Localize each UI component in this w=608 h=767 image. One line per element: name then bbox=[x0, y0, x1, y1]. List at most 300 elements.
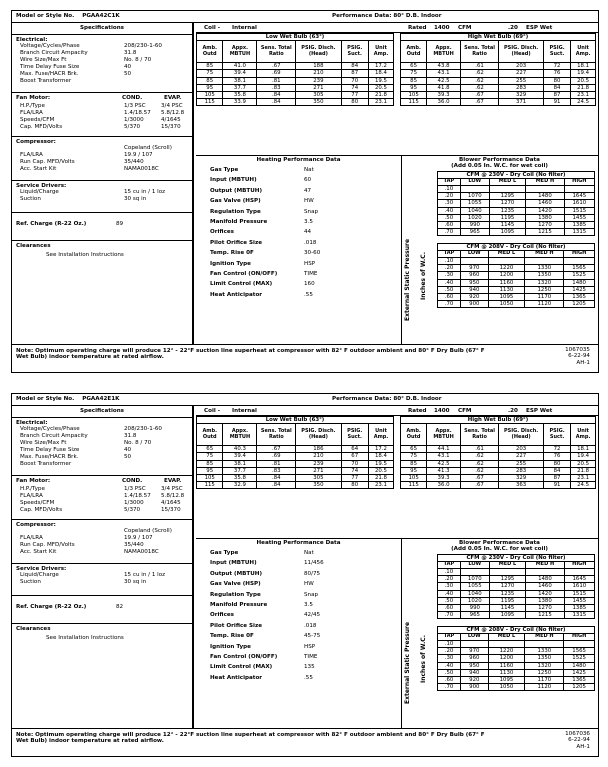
table-cell: 960 bbox=[461, 655, 489, 662]
table-cell: 75 bbox=[401, 453, 427, 460]
table-cell: 1145 bbox=[489, 604, 525, 611]
heating-value: 3.5 bbox=[304, 601, 313, 608]
table-cell: 21.8 bbox=[571, 467, 596, 474]
table-cell: 1480 bbox=[564, 662, 595, 669]
table-cell: 72 bbox=[543, 446, 570, 453]
document-number: 1067036 bbox=[565, 731, 590, 737]
table-cell bbox=[564, 640, 595, 647]
heating-row bbox=[196, 633, 401, 643]
service-value: 30 sq in bbox=[124, 196, 147, 203]
table-cell: 23.1 bbox=[368, 99, 393, 106]
table-cell: 1215 bbox=[526, 612, 564, 619]
electrical-key: Max. Fuse/HACR Brk. bbox=[20, 71, 79, 78]
table-cell: .84 bbox=[257, 482, 296, 489]
table-cell: 1365 bbox=[564, 293, 595, 300]
evap-value: 4/1645 bbox=[161, 117, 181, 123]
table-row bbox=[401, 70, 596, 77]
heating-title: Heating Performance Data bbox=[256, 540, 341, 546]
evap-value: 5.8/12.8 bbox=[161, 493, 185, 499]
compressor-key: Run Cap. MFD/Volts bbox=[20, 159, 75, 166]
electrical-value: 50 bbox=[124, 71, 132, 78]
heating-key: Limit Control (MAX) bbox=[210, 664, 273, 671]
table-cell: .30 bbox=[438, 583, 461, 590]
column-header: TAP bbox=[438, 562, 461, 569]
table-cell bbox=[526, 185, 564, 192]
table-row bbox=[401, 453, 596, 460]
table-cell: 1055 bbox=[460, 583, 489, 590]
service-drivers-title: Service Drivers: bbox=[16, 566, 67, 572]
inches-wc-label: Inches of W.C. bbox=[420, 635, 427, 683]
service-key: Suction bbox=[20, 579, 41, 586]
table-cell: 95 bbox=[197, 84, 223, 91]
table-cell: 43.1 bbox=[427, 70, 461, 77]
fan-motor-key: FLA/LRA bbox=[20, 493, 43, 499]
heating-row bbox=[196, 240, 401, 250]
coil-label: Coil - bbox=[204, 25, 221, 31]
table-cell bbox=[525, 640, 564, 647]
electrical-row bbox=[16, 71, 188, 78]
coil-value: Internal bbox=[232, 408, 257, 414]
heating-value: TIME bbox=[304, 270, 318, 277]
blower-table-caption: CFM @ 230V - Dry Coil (No filter) bbox=[438, 555, 595, 562]
table-cell: 1020 bbox=[460, 597, 489, 604]
rated-label: Rated bbox=[408, 25, 427, 31]
low-wet-bulb-title: Low Wet Bulb (63°) bbox=[197, 417, 394, 424]
table-cell: 80 bbox=[341, 482, 368, 489]
heating-row bbox=[196, 281, 401, 291]
table-row bbox=[197, 92, 394, 99]
sheet-footer bbox=[12, 728, 598, 756]
table-cell: 41.0 bbox=[223, 63, 257, 70]
sheet-footer bbox=[12, 344, 598, 372]
low-wet-bulb-title: Low Wet Bulb (63°) bbox=[197, 34, 394, 41]
electrical-section bbox=[12, 35, 192, 93]
table-cell: 1515 bbox=[564, 590, 594, 597]
electrical-title: Electrical: bbox=[16, 420, 48, 426]
inches-wc-label: Inches of W.C. bbox=[420, 252, 427, 300]
table-cell: 271 bbox=[296, 467, 341, 474]
cond-value: 1/3000 bbox=[124, 117, 144, 123]
table-cell: 1070 bbox=[460, 193, 489, 200]
table-cell: 19.4 bbox=[571, 453, 596, 460]
column-header: HIGH bbox=[564, 562, 594, 569]
heating-key: Output (MBTUH) bbox=[210, 570, 263, 577]
fan-motor-title: Fan Motor: bbox=[16, 478, 51, 484]
electrical-row bbox=[16, 426, 188, 433]
table-cell: 1295 bbox=[489, 576, 525, 583]
table-cell: 329 bbox=[499, 92, 544, 99]
heating-value: 160 bbox=[304, 281, 315, 288]
blower-table bbox=[437, 243, 595, 308]
table-cell: .10 bbox=[438, 185, 461, 192]
table-cell: 950 bbox=[461, 279, 489, 286]
table-cell: 965 bbox=[460, 612, 489, 619]
evap-value: 3/4 PSC bbox=[161, 103, 183, 109]
table-cell: 115 bbox=[197, 99, 223, 106]
electrical-value: 208/230-1-60 bbox=[124, 43, 162, 50]
heating-row bbox=[196, 292, 401, 302]
service-row bbox=[16, 189, 188, 196]
heating-row bbox=[196, 644, 401, 654]
electrical-row bbox=[16, 433, 188, 440]
service-drivers-section bbox=[12, 564, 192, 596]
table-cell: 1195 bbox=[489, 214, 525, 221]
column-header: HIGH bbox=[564, 251, 595, 258]
table-cell: 1130 bbox=[488, 286, 525, 293]
fan-motor-row bbox=[16, 110, 188, 117]
heating-key: Temp. Rise 0F bbox=[210, 633, 254, 640]
table-row bbox=[438, 604, 595, 611]
table-row bbox=[438, 214, 595, 221]
table-cell: 35.8 bbox=[223, 475, 257, 482]
cond-header: COND. bbox=[122, 95, 143, 101]
table-cell: .69 bbox=[257, 453, 296, 460]
heating-row bbox=[196, 198, 401, 208]
table-cell: 1610 bbox=[564, 583, 594, 590]
compressor-value: Copeland (Scroll) bbox=[124, 145, 172, 152]
table-cell bbox=[461, 257, 489, 264]
esp-unit: ESP Wet bbox=[526, 25, 553, 31]
table-cell: 17.2 bbox=[368, 63, 393, 70]
electrical-row bbox=[16, 64, 188, 71]
table-cell: 95 bbox=[197, 467, 223, 474]
heating-key: Input (MBTUH) bbox=[210, 177, 257, 184]
evap-value: 3/4 PSC bbox=[161, 486, 183, 492]
heating-key: Heat Anticipator bbox=[210, 291, 263, 298]
table-cell: 65 bbox=[401, 446, 427, 453]
coil-rating-line bbox=[196, 406, 598, 416]
fan-motor-section bbox=[12, 93, 192, 137]
table-cell: 76 bbox=[543, 453, 570, 460]
table-cell: .84 bbox=[257, 475, 296, 482]
coil-label: Coil - bbox=[204, 408, 221, 414]
table-cell: 39.3 bbox=[427, 475, 461, 482]
table-row bbox=[197, 63, 394, 70]
electrical-key: Max. Fuse/HACR Brk. bbox=[20, 454, 79, 461]
heating-value: 47 bbox=[304, 187, 312, 194]
table-cell: 350 bbox=[296, 482, 341, 489]
table-cell: 329 bbox=[499, 475, 544, 482]
column-header: HIGH bbox=[564, 634, 595, 641]
table-cell: 203 bbox=[499, 63, 544, 70]
electrical-value: 208/230-1-60 bbox=[124, 426, 162, 433]
table-cell: 1120 bbox=[525, 684, 564, 691]
performance-column bbox=[196, 406, 598, 728]
table-row bbox=[438, 207, 595, 214]
table-cell: 39.4 bbox=[223, 453, 257, 460]
table-cell: 1270 bbox=[526, 221, 564, 228]
table-cell: .61 bbox=[460, 446, 498, 453]
service-key: Liquid/Charge bbox=[20, 572, 59, 579]
table-cell: 1050 bbox=[488, 301, 525, 308]
heating-value: TIME bbox=[304, 653, 318, 660]
evap-value: 4/1645 bbox=[161, 500, 181, 506]
table-cell: 20.5 bbox=[368, 84, 393, 91]
heating-value: 44 bbox=[304, 229, 312, 236]
table-cell: .40 bbox=[438, 207, 461, 214]
table-cell: .81 bbox=[257, 77, 296, 84]
electrical-row bbox=[16, 43, 188, 50]
table-row bbox=[401, 475, 596, 482]
table-cell: 1205 bbox=[564, 301, 595, 308]
compressor-row bbox=[16, 166, 188, 173]
table-cell bbox=[488, 257, 525, 264]
table-cell: 80 bbox=[543, 77, 570, 84]
table-cell: 990 bbox=[460, 221, 489, 228]
table-cell: 1455 bbox=[564, 214, 594, 221]
table-cell: .62 bbox=[460, 77, 498, 84]
table-cell: 1380 bbox=[526, 597, 564, 604]
electrical-value: No. 8 / 70 bbox=[124, 440, 152, 447]
table-cell: 64 bbox=[341, 446, 368, 453]
sheet-header bbox=[12, 11, 598, 23]
heating-title: Heating Performance Data bbox=[256, 157, 341, 163]
table-cell: 1460 bbox=[526, 583, 564, 590]
electrical-row bbox=[16, 454, 188, 461]
table-cell bbox=[525, 257, 564, 264]
performance-column bbox=[196, 23, 598, 344]
blower-performance bbox=[401, 155, 598, 344]
heating-value: HSP bbox=[304, 643, 316, 650]
spec-sheet-2 bbox=[11, 393, 599, 757]
table-cell bbox=[460, 185, 489, 192]
table-cell: 1195 bbox=[489, 597, 525, 604]
table-cell: 44.1 bbox=[427, 446, 461, 453]
heating-key: Gas Type bbox=[210, 550, 239, 556]
table-row bbox=[438, 229, 595, 236]
heating-key: Fan Control (ON/OFF) bbox=[210, 653, 278, 660]
electrical-title: Electrical: bbox=[16, 37, 48, 43]
table-cell: 42.5 bbox=[427, 460, 461, 467]
service-key: Suction bbox=[20, 196, 41, 203]
table-cell: 95 bbox=[401, 84, 427, 91]
column-header: TAP bbox=[438, 179, 461, 186]
sheet-header bbox=[12, 394, 598, 406]
heating-value: 30-60 bbox=[304, 250, 321, 257]
column-header: Amb. Outd bbox=[197, 41, 223, 63]
heating-value: 60 bbox=[304, 177, 312, 184]
table-cell: 305 bbox=[296, 475, 341, 482]
cfm-unit: CFM bbox=[458, 408, 472, 414]
heating-value: .018 bbox=[304, 239, 317, 246]
table-cell: 900 bbox=[461, 684, 489, 691]
compressor-value: NAMA0018C bbox=[124, 166, 159, 173]
compressor-row bbox=[16, 535, 188, 542]
table-cell: 1070 bbox=[460, 576, 489, 583]
table-cell bbox=[564, 568, 594, 575]
heating-key: Heat Anticipator bbox=[210, 674, 263, 681]
blower-table bbox=[437, 554, 595, 619]
table-row bbox=[438, 576, 595, 583]
table-cell: 283 bbox=[499, 467, 544, 474]
column-header: Sens. Total Ratio bbox=[460, 41, 498, 63]
heating-row bbox=[196, 550, 401, 560]
table-cell: 1295 bbox=[489, 193, 525, 200]
refrigerant-value: 89 bbox=[116, 221, 124, 227]
table-cell: 210 bbox=[296, 453, 341, 460]
fan-motor-row bbox=[16, 500, 188, 507]
column-header: TAP bbox=[438, 251, 461, 258]
table-cell: 74 bbox=[341, 84, 368, 91]
table-cell: 1350 bbox=[525, 272, 564, 279]
table-cell: 87 bbox=[543, 475, 570, 482]
coil-rating-line bbox=[196, 23, 598, 33]
table-cell: .70 bbox=[438, 612, 461, 619]
specifications-title: Specifications bbox=[12, 23, 192, 35]
table-cell: 1515 bbox=[564, 207, 594, 214]
table-cell: 1200 bbox=[488, 272, 525, 279]
table-cell: 1385 bbox=[564, 221, 594, 228]
table-cell: 1235 bbox=[489, 590, 525, 597]
table-cell: 105 bbox=[401, 92, 427, 99]
table-row bbox=[401, 99, 596, 106]
evap-header: EVAP. bbox=[164, 95, 182, 101]
table-row bbox=[438, 640, 595, 647]
table-cell: .61 bbox=[460, 63, 498, 70]
column-header: MED L bbox=[489, 179, 525, 186]
table-cell: .62 bbox=[460, 70, 498, 77]
table-cell: 23.1 bbox=[571, 92, 596, 99]
column-header: PSIG. Disch. (Head) bbox=[296, 424, 341, 446]
table-cell: 1095 bbox=[488, 676, 525, 683]
heating-value: Nat bbox=[304, 167, 314, 173]
refrigerant-label: Ref. Charge (R-22 Oz.) bbox=[16, 221, 87, 227]
table-cell: 85 bbox=[197, 460, 223, 467]
table-cell bbox=[489, 568, 525, 575]
heating-key: Fan Control (ON/OFF) bbox=[210, 270, 278, 277]
table-cell: 1095 bbox=[489, 612, 525, 619]
table-row bbox=[438, 583, 595, 590]
cond-value: 1/3 PSC bbox=[124, 486, 146, 492]
electrical-section bbox=[12, 418, 192, 476]
table-cell: .70 bbox=[438, 229, 461, 236]
table-cell: 1095 bbox=[489, 229, 525, 236]
electrical-key: Voltage/Cycles/Phase bbox=[20, 426, 80, 433]
table-cell: 21.8 bbox=[368, 92, 393, 99]
evap-value: 15/370 bbox=[161, 507, 181, 513]
heating-row bbox=[196, 177, 401, 187]
compressor-key: Acc. Start Kit bbox=[20, 166, 57, 173]
table-cell: 85 bbox=[401, 460, 427, 467]
column-header: PSIG. Suct. bbox=[543, 424, 570, 446]
heating-row bbox=[196, 581, 401, 591]
table-cell: 37.7 bbox=[223, 84, 257, 91]
table-cell: 105 bbox=[197, 92, 223, 99]
table-cell: 42.5 bbox=[427, 77, 461, 84]
table-cell: 19.5 bbox=[368, 460, 393, 467]
table-cell: .67 bbox=[460, 482, 498, 489]
table-cell: 1525 bbox=[564, 272, 595, 279]
table-cell bbox=[564, 185, 594, 192]
column-header: PSIG. Disch. (Head) bbox=[296, 41, 341, 63]
electrical-key: Boost Transformer bbox=[20, 461, 72, 468]
clearances-section bbox=[12, 241, 192, 344]
heating-row bbox=[196, 654, 401, 664]
table-cell: 87 bbox=[543, 92, 570, 99]
table-row bbox=[438, 662, 595, 669]
cond-value: 1/3000 bbox=[124, 500, 144, 506]
table-cell: .50 bbox=[438, 669, 461, 676]
model-number: PGAA42E1K bbox=[82, 396, 120, 402]
table-cell: 960 bbox=[461, 272, 489, 279]
table-cell: 84 bbox=[543, 84, 570, 91]
table-cell: 91 bbox=[543, 99, 570, 106]
table-cell: 239 bbox=[296, 77, 341, 84]
table-cell: 1170 bbox=[525, 293, 564, 300]
heating-value: .55 bbox=[304, 674, 313, 681]
table-cell: 1320 bbox=[525, 662, 564, 669]
electrical-row bbox=[16, 461, 188, 468]
table-cell: 85 bbox=[401, 77, 427, 84]
table-cell: 32.9 bbox=[223, 482, 257, 489]
electrical-key: Branch Circuit Ampacity bbox=[20, 433, 88, 440]
heating-row bbox=[196, 250, 401, 260]
table-cell: 1385 bbox=[564, 604, 594, 611]
column-header: PSIG. Suct. bbox=[543, 41, 570, 63]
table-cell: 1055 bbox=[460, 200, 489, 207]
table-cell: 950 bbox=[461, 662, 489, 669]
service-value: 15 cu in / 1 loz bbox=[124, 572, 166, 579]
table-cell: 76 bbox=[543, 70, 570, 77]
table-row bbox=[438, 684, 595, 691]
column-header: LOW bbox=[460, 179, 489, 186]
compressor-key: Acc. Start Kit bbox=[20, 549, 57, 556]
heating-key: Limit Control (MAX) bbox=[210, 281, 273, 288]
table-cell: 1330 bbox=[525, 648, 564, 655]
heating-value: HW bbox=[304, 198, 314, 205]
cfm-unit: CFM bbox=[458, 25, 472, 31]
table-row bbox=[438, 185, 595, 192]
table-cell: .50 bbox=[438, 286, 461, 293]
compressor-title: Compressor: bbox=[16, 522, 56, 528]
table-cell: 77 bbox=[341, 475, 368, 482]
column-header: LOW bbox=[460, 562, 489, 569]
table-cell: .60 bbox=[438, 604, 461, 611]
table-cell: 18.4 bbox=[368, 453, 393, 460]
electrical-key: Branch Circuit Ampacity bbox=[20, 50, 88, 57]
table-cell: 1250 bbox=[525, 286, 564, 293]
table-cell: 1480 bbox=[564, 279, 595, 286]
column-header: PSIG. Suct. bbox=[341, 424, 368, 446]
table-cell: .67 bbox=[257, 63, 296, 70]
table-row bbox=[438, 221, 595, 228]
fan-motor-title: Fan Motor: bbox=[16, 95, 51, 101]
table-row bbox=[438, 590, 595, 597]
heating-key: Manifold Pressure bbox=[210, 218, 268, 225]
column-header: Sens. Total Ratio bbox=[257, 41, 296, 63]
table-cell: 1050 bbox=[488, 684, 525, 691]
column-header: MED L bbox=[489, 562, 525, 569]
low-wet-bulb-table bbox=[196, 416, 394, 489]
table-row bbox=[401, 446, 596, 453]
blower-title: Blower Performance Data bbox=[459, 540, 540, 546]
table-cell: .40 bbox=[438, 662, 461, 669]
heating-value: 11/456 bbox=[304, 560, 324, 567]
table-cell: 1610 bbox=[564, 200, 594, 207]
heating-value: 135 bbox=[304, 664, 315, 671]
electrical-value: 31.8 bbox=[124, 433, 137, 440]
table-cell: 43.1 bbox=[427, 453, 461, 460]
heating-row bbox=[196, 261, 401, 271]
refrigerant-label: Ref. Charge (R-22 Oz.) bbox=[16, 604, 87, 610]
table-cell: 21.8 bbox=[571, 84, 596, 91]
table-cell: 65 bbox=[197, 446, 223, 453]
electrical-row bbox=[16, 57, 188, 64]
table-row bbox=[197, 453, 394, 460]
compressor-value: Copeland (Scroll) bbox=[124, 528, 172, 535]
table-row bbox=[197, 70, 394, 77]
table-cell: 20.5 bbox=[368, 467, 393, 474]
